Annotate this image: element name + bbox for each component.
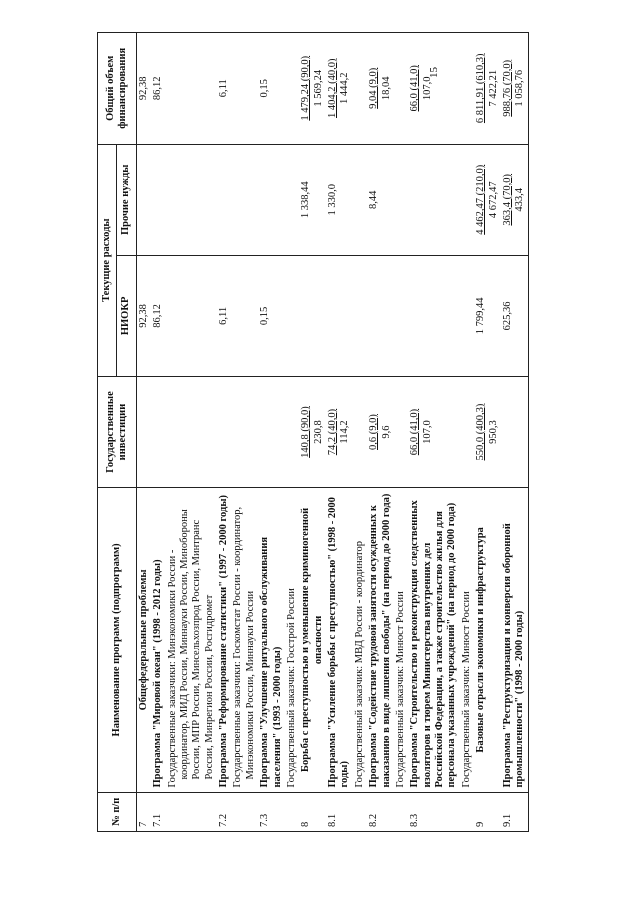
total-value-cell	[231, 33, 258, 145]
row-number: 7.3	[258, 792, 285, 831]
niokr-value-cell	[474, 256, 501, 377]
investments-value: 107,0	[421, 420, 433, 444]
total-value-cell	[353, 33, 367, 145]
investments-value: 0,6 (9,0)	[368, 414, 380, 450]
niokr-value-cell	[166, 256, 218, 377]
program-name: Программа "Строительство и реконструкция следственных изоляторов и тюрем Министерства внутренних дел Российской Федерации, а также строительство жилья для персонала указанных учреждений" (на период до 2000 года)	[408, 488, 460, 792]
other-needs-value-cell	[136, 144, 151, 256]
table-row	[285, 33, 299, 832]
niokr-value: 92,38	[137, 304, 149, 328]
table-row	[326, 33, 353, 832]
other-needs-value-cell	[258, 144, 285, 256]
row-number: 7.1	[151, 792, 165, 831]
niokr-value: 6,11	[218, 306, 229, 325]
program-name: Программа "Улучшение ритуального обслуживания населения" (1993 - 2000 годы)	[258, 488, 285, 792]
program-name: Программа "Мировой океан" (1998 - 2012 годы)	[151, 488, 165, 792]
row-number: 7.2	[217, 792, 231, 831]
other-needs-value-cell	[501, 144, 528, 256]
other-needs-value: 4 672,47	[487, 181, 499, 219]
investments-value-cell	[394, 376, 408, 487]
program-name: Общефедеральные проблемы	[136, 488, 151, 792]
row-number: 9	[474, 792, 501, 831]
table-header	[98, 33, 137, 832]
row-number	[231, 792, 258, 831]
investments-value-cell	[151, 376, 165, 487]
table-row	[474, 33, 501, 832]
program-name: Государственный заказчик: МВД России - координатор	[353, 488, 367, 792]
other-needs-value-cell	[151, 144, 165, 256]
investments-value: 9,6	[380, 425, 392, 439]
investments-value-cell	[408, 376, 460, 487]
niokr-value-cell	[460, 256, 474, 377]
other-needs-value-cell	[231, 144, 258, 256]
total-value: 86,12	[152, 76, 164, 101]
niokr-value-cell	[136, 256, 151, 377]
table-row	[136, 33, 151, 832]
other-needs-value: 1 338,44	[300, 181, 312, 219]
table-row	[166, 33, 218, 832]
program-name: Государственный заказчик: Минюст России	[460, 488, 474, 792]
table-row	[231, 33, 258, 832]
program-name: Программа "Реструктуризация и конверсия оборонной промышленности" (1998 - 2000 годы)	[501, 488, 528, 792]
table-body	[136, 33, 528, 832]
total-value: 1 444,2	[339, 72, 351, 105]
program-name: Государственный заказчик: Госстрой России	[285, 488, 299, 792]
total-value: 9,04 (9,0)	[368, 67, 380, 109]
total-value-cell	[258, 33, 285, 145]
program-name: Государственные заказчики: Госкомстат России - координатор, Минэкономики России, Миннауки России	[231, 488, 258, 792]
total-value: 1 404,2 (40,0)	[327, 58, 338, 119]
niokr-value-cell	[394, 256, 408, 377]
investments-value: 230,8	[312, 420, 324, 444]
header-niokr: НИОКР	[117, 256, 136, 377]
investments-value-cell	[326, 376, 353, 487]
table-row	[367, 33, 394, 832]
program-name: Программа "Реформирование статистики" (1997 - 2000 годы)	[217, 488, 231, 792]
row-number: 8	[299, 792, 326, 831]
investments-value-cell	[299, 376, 326, 487]
investments-value-cell	[474, 376, 501, 487]
investments-value-cell	[501, 376, 528, 487]
row-number	[353, 792, 367, 831]
other-needs-value: 433,4	[514, 187, 526, 212]
total-value-cell	[408, 33, 460, 145]
other-needs-value: 4 462,47 (210,0)	[475, 164, 487, 235]
investments-value-cell	[460, 376, 474, 487]
other-needs-value-cell	[166, 144, 218, 256]
header-total: Общий объем финансирования	[98, 33, 137, 145]
total-value-cell	[460, 33, 474, 145]
program-name: Борьба с преступностью и уменьшение криминогенной опасности	[299, 488, 326, 792]
investments-value: 114,2	[339, 420, 351, 444]
niokr-value-cell	[501, 256, 528, 377]
niokr-value: 86,12	[152, 304, 164, 328]
row-number: 7	[136, 792, 151, 831]
other-needs-value-cell	[326, 144, 353, 256]
table-row	[408, 33, 460, 832]
niokr-value: 625,36	[501, 301, 513, 331]
table-row	[460, 33, 474, 832]
investments-value: 66,0 (41,0)	[409, 408, 421, 456]
other-needs-value-cell	[460, 144, 474, 256]
program-name: Базовые отрасли экономики и инфраструктура	[474, 488, 501, 792]
investments-value-cell	[367, 376, 394, 487]
total-value: 66,0 (41,0)	[409, 65, 421, 112]
program-name: Программа "Содействие трудовой занятости осужденных к наказанию в виде лишения свободы" (на период до 2000 года)	[367, 488, 394, 792]
total-value-cell	[285, 33, 299, 145]
total-value-cell	[136, 33, 151, 145]
row-number: 8.3	[408, 792, 460, 831]
table-row	[258, 33, 285, 832]
total-value-cell	[501, 33, 528, 145]
row-number	[460, 792, 474, 831]
other-needs-value-cell	[394, 144, 408, 256]
financing-table	[97, 32, 529, 832]
page-number: 15	[428, 67, 440, 78]
investments-value: 950,3	[487, 420, 499, 444]
total-value-cell	[299, 33, 326, 145]
program-name: Государственный заказчик: Минюст России	[394, 488, 408, 792]
other-needs-value-cell	[408, 144, 460, 256]
table-row	[501, 33, 528, 832]
niokr-value-cell	[151, 256, 165, 377]
total-value: 92,38	[137, 76, 149, 101]
header-other: Прочие нужды	[117, 144, 136, 256]
header-current-expenses: Текущие расходы	[98, 144, 117, 376]
investments-value-cell	[353, 376, 367, 487]
total-value: 107,0	[421, 76, 433, 101]
investments-value-cell	[285, 376, 299, 487]
total-value: 1 479,24 (90,0)	[300, 55, 312, 121]
program-name: Государственные заказчики: Минэкономики России - координатор, МИД России, Миннауки России, Минобороны России, МПР России, Минсельхозпрод России, Минтранс России, Минрегион России, Росгидромет	[166, 488, 218, 792]
header-name: Наименование программ (подпрограмм)	[98, 488, 137, 792]
niokr-value-cell	[408, 256, 460, 377]
investments-value: 550,0 (400,3)	[475, 403, 487, 461]
other-needs-value: 363,4 (70,0)	[501, 173, 513, 226]
row-number: 8.1	[326, 792, 353, 831]
niokr-value-cell	[326, 256, 353, 377]
investments-value-cell	[258, 376, 285, 487]
niokr-value-cell	[353, 256, 367, 377]
niokr-value-cell	[285, 256, 299, 377]
niokr-value: 0,15	[259, 306, 271, 326]
niokr-value: 1 799,44	[475, 297, 487, 335]
total-value: 0,15	[259, 79, 271, 98]
total-value: 988,76 (70,0)	[501, 59, 513, 117]
total-value: 1 569,24	[312, 69, 324, 107]
total-value: 1 058,76	[514, 69, 526, 107]
table-row	[394, 33, 408, 832]
table-row	[217, 33, 231, 832]
row-number: 8.2	[367, 792, 394, 831]
table-row	[151, 33, 165, 832]
row-number	[394, 792, 408, 831]
total-value: 6 811,91 (610,3)	[475, 53, 487, 124]
table-row	[353, 33, 367, 832]
rotated-table-page	[97, 32, 617, 832]
total-value-cell	[474, 33, 501, 145]
other-needs-value: 8,44	[368, 190, 380, 209]
total-value: 7 422,21	[487, 69, 499, 107]
total-value-cell	[166, 33, 218, 145]
row-number	[285, 792, 299, 831]
investments-value: 74,2 (40,0)	[327, 408, 338, 456]
niokr-value-cell	[231, 256, 258, 377]
investments-value-cell	[231, 376, 258, 487]
total-value: 6,11	[218, 79, 229, 98]
total-value-cell	[367, 33, 394, 145]
investments-value-cell	[166, 376, 218, 487]
other-needs-value-cell	[474, 144, 501, 256]
table-row	[299, 33, 326, 832]
other-needs-value-cell	[285, 144, 299, 256]
niokr-value-cell	[367, 256, 394, 377]
total-value: 18,04	[380, 76, 392, 101]
other-needs-value-cell	[367, 144, 394, 256]
header-investments: Государственные инвестиции	[98, 376, 137, 487]
row-number: 9.1	[501, 792, 528, 831]
total-value-cell	[326, 33, 353, 145]
header-num: № п/п	[98, 792, 137, 831]
row-number	[166, 792, 218, 831]
total-value-cell	[394, 33, 408, 145]
investments-value-cell	[136, 376, 151, 487]
program-name: Программа "Усиление борьбы с преступностью" (1998 - 2000 годы)	[326, 488, 353, 792]
other-needs-value: 1 330,0	[327, 184, 338, 216]
other-needs-value-cell	[217, 144, 231, 256]
investments-value-cell	[217, 376, 231, 487]
total-value-cell	[217, 33, 231, 145]
niokr-value-cell	[299, 256, 326, 377]
other-needs-value-cell	[353, 144, 367, 256]
niokr-value-cell	[217, 256, 231, 377]
investments-value: 140,8 (90,0)	[300, 406, 312, 458]
other-needs-value-cell	[299, 144, 326, 256]
niokr-value-cell	[258, 256, 285, 377]
total-value-cell	[151, 33, 165, 145]
